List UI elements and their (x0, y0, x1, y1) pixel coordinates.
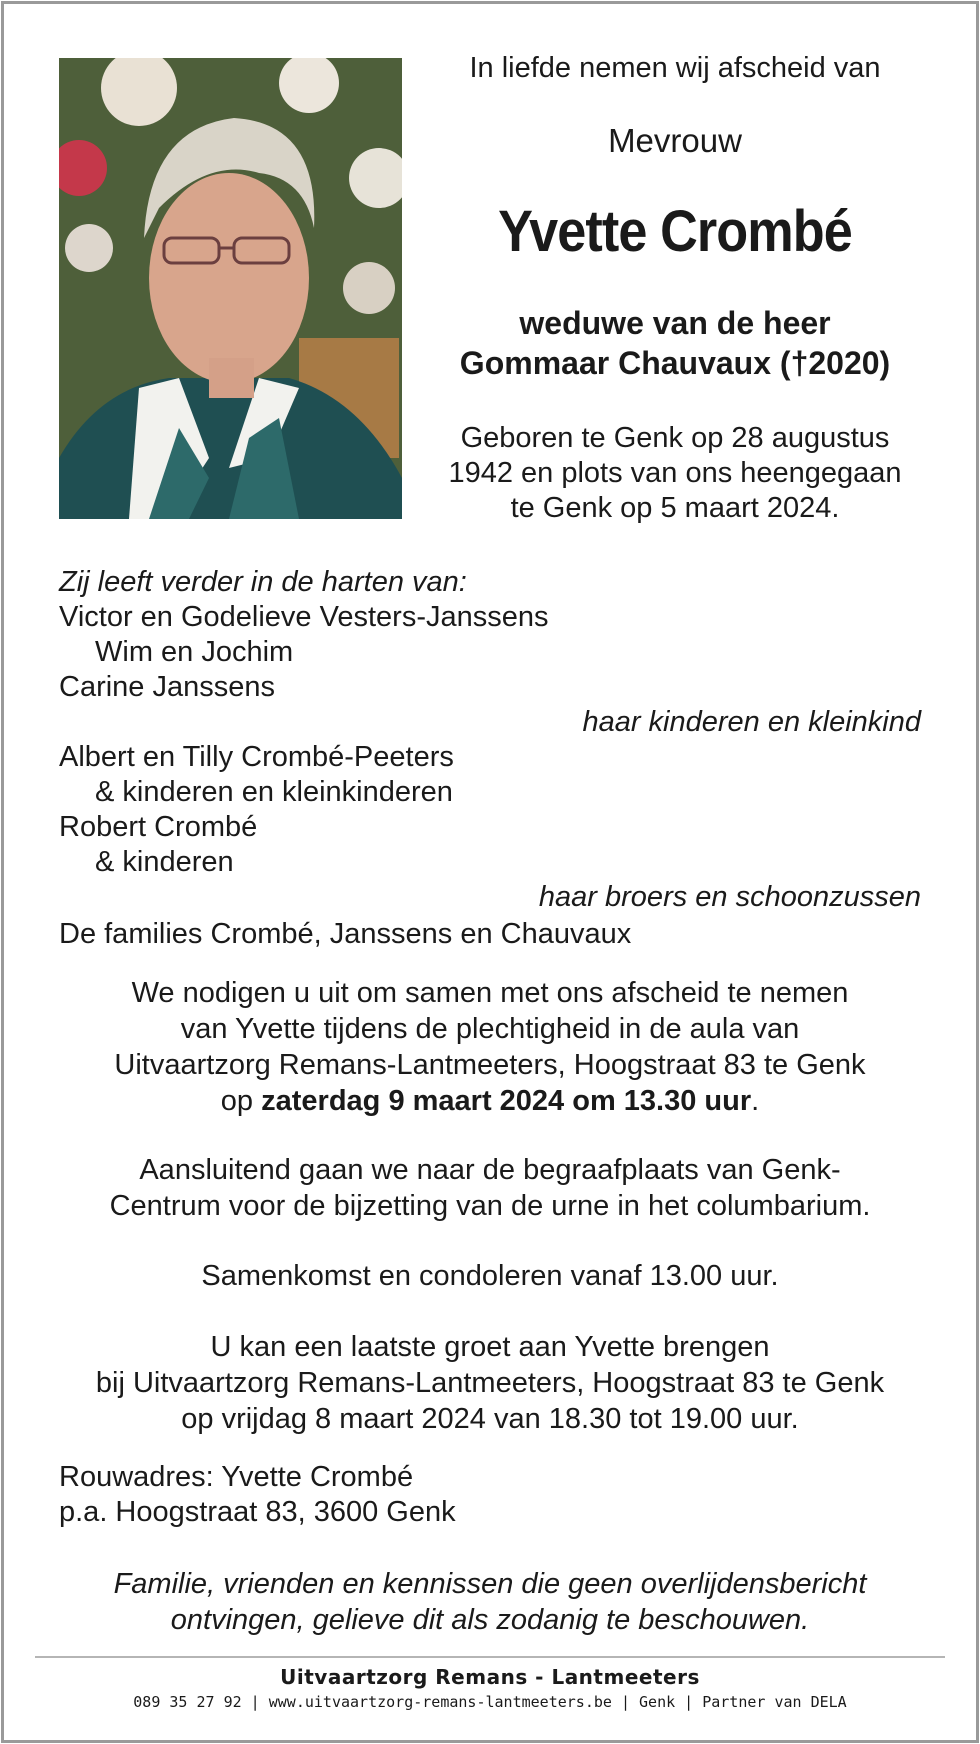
closing-note (40, 1566, 940, 1638)
family-member: Carine Janssens (59, 671, 275, 703)
ceremony-line-1: We nodigen u uit om samen met ons afscheid te nemen (131, 977, 849, 1009)
intro-text: In liefde nemen wij afscheid van (469, 52, 881, 84)
ceremony-line-2: van Yvette tijdens de plechtigheid in de aula van (180, 1013, 800, 1045)
family-intro: Zij leeft verder in de harten van: (59, 566, 467, 598)
portrait-photo (59, 58, 402, 519)
birth-line-2: 1942 en plots van ons heengegaan (448, 457, 902, 489)
footer-divider (35, 1656, 945, 1658)
spouse-line: weduwe van de heer (519, 305, 831, 341)
children-label: haar kinderen en kleinkind (582, 706, 921, 738)
family-member: Victor en Godelieve Vesters-Janssens (59, 601, 549, 633)
funeral-home-name: Uitvaartzorg Remans - Lantmeeters (280, 1665, 700, 1689)
ceremony-invitation (40, 975, 940, 1119)
honorific: Mevrouw (608, 122, 742, 159)
spouse-info (420, 303, 930, 383)
funeral-home-contact: 089 35 27 92 | www.uitvaartzorg-remans-lantmeeters.be | Genk | Partner van DELA (133, 1693, 847, 1711)
ceremony-line-4: op zaterdag 9 maart 2024 om 13.30 uur. (220, 1085, 760, 1117)
family-member: & kinderen (95, 846, 234, 878)
birth-death-info (420, 421, 930, 526)
families-line: De families Crombé, Janssens en Chauvaux (59, 918, 632, 950)
siblings-label: haar broers en schoonzussen (538, 881, 921, 913)
closing-line-2: ontvingen, gelieve dit als zodanig te beschouwen. (170, 1604, 810, 1636)
family-member: Robert Crombé (59, 811, 258, 843)
burial-info (40, 1152, 940, 1224)
burial-line-2: Centrum voor de bijzetting van de urne in het columbarium. (109, 1190, 871, 1222)
family-member: Albert en Tilly Crombé-Peeters (59, 741, 454, 773)
family-member: & kinderen en kleinkinderen (95, 776, 453, 808)
farewell-line-1: U kan een laatste groet aan Yvette brengen (210, 1331, 770, 1363)
spouse-name: Gommaar Chauvaux (†2020) (459, 345, 891, 381)
birth-line-1: Geboren te Genk op 28 augustus (460, 422, 890, 454)
farewell-info (40, 1329, 940, 1437)
burial-line-1: Aansluitend gaan we naar de begraafplaats van Genk- (139, 1154, 841, 1186)
farewell-line-3: op vrijdag 8 maart 2024 van 18.30 tot 19.00 uur. (181, 1403, 799, 1435)
mourning-address-street: p.a. Hoogstraat 83, 3600 Genk (59, 1496, 456, 1528)
mourning-address: Rouwadres: Yvette Crombé (59, 1461, 414, 1493)
closing-line-1: Familie, vrienden en kennissen die geen overlijdensbericht (113, 1568, 867, 1600)
farewell-line-2: bij Uitvaartzorg Remans-Lantmeeters, Hoogstraat 83 te Genk (95, 1367, 885, 1399)
gathering-info: Samenkomst en condoleren vanaf 13.00 uur. (201, 1260, 779, 1292)
deceased-name: Yvette Crombé (498, 199, 852, 264)
ceremony-date: zaterdag 9 maart 2024 om 13.30 uur (261, 1085, 752, 1117)
birth-line-3: te Genk op 5 maart 2024. (510, 492, 840, 524)
ceremony-line-3: Uitvaartzorg Remans-Lantmeeters, Hoogstraat 83 te Genk (114, 1049, 866, 1081)
family-member: Wim en Jochim (95, 636, 294, 668)
